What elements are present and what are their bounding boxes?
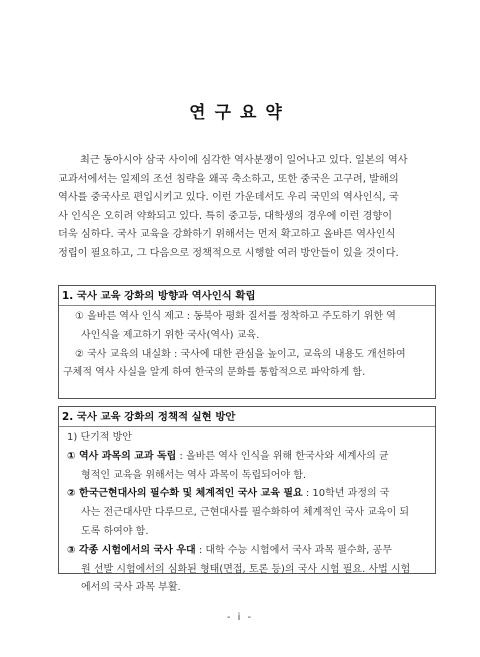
page-title: 연구요약 [189,103,291,123]
policy-item [59,448,435,467]
section-heading: 1. 국사 교육 강화의 방향과 역사인식 확립 [59,286,435,306]
policy-item [59,485,435,504]
section-line: ① 올바른 역사 인식 제고 : 동북아 평화 질서를 정착하고 주도하기 위한 역 [75,311,396,322]
abstract-line: 교과서에서는 일제의 조선 침략을 왜곡 축소하고, 또한 중국은 고구려, 발해의 [58,173,399,185]
section-body [59,429,435,598]
abstract-line: 역사를 중국사로 편입시키고 있다. 이런 가운데서도 우리 국민의 역사인식, 국 [58,192,399,204]
policy-item-text: : 대학 수능 시험에서 국사 과목 필수화, 공무 [195,544,392,556]
policy-item-title: ③ 각종 시험에서의 국사 우대 [67,544,196,556]
section-line: 원 선발 시험에서의 심화된 형태(면접, 토론 등)의 국사 시험 필요. 사법 시험 [81,563,411,575]
section-body [59,308,435,383]
section-box-policy [58,406,436,594]
policy-item-text: : 올바른 역사 인식을 위해 한국사와 세계사의 균 [176,450,389,462]
abstract-line: 정립이 필요하고, 그 다음으로 정책적으로 시행할 여러 방안들이 있을 것이다. [58,247,399,259]
section-line: 사는 전근대사만 다루므로, 근현대사를 필수화하여 체계적인 국사 교육이 되 [81,507,410,519]
section-line: 도록 하여야 함. [81,525,149,537]
policy-item-text: : 10학년 과정의 국 [302,488,390,500]
section-line: 사인식을 제고하기 위한 국사(역사) 교육. [81,329,260,341]
section-heading: 2. 국사 교육 강화의 정책적 실현 방안 [59,407,435,427]
page-number: - i - [226,612,254,623]
abstract-line: 더욱 심하다. 국사 교육을 강화하기 위해서는 먼저 확고하고 올바른 역사인식 [58,229,396,241]
section-line: ② 국사 교육의 내실화 : 국사에 대한 관심을 높이고, 교육의 내용도 개선하여 [75,348,406,360]
policy-item [59,542,435,561]
section-line: 형적인 교육을 위해서는 역사 과목이 독립되어야 함. [81,469,307,481]
section-line: 구체적 역사 사실을 알게 하여 한국의 문화를 통합적으로 파악하게 함. [63,367,366,379]
policy-item-title: ① 역사 과목의 교과 독립 [67,450,177,462]
section-line: 에서의 국사 과목 부활. [81,582,181,594]
policy-item-title: ② 한국근현대사의 필수화 및 체계적인 국사 교육 필요 [67,488,303,500]
abstract-paragraph [58,152,436,264]
abstract-line: 사 인식은 오히려 약화되고 있다. 특히 중고등, 대학생의 경우에 이런 경향이 [58,210,393,222]
section-box-direction [58,285,436,399]
subsection-heading: 1) 단기적 방안 [67,432,132,443]
abstract-line: 최근 동아시아 삼국 사이에 심각한 역사분쟁이 일어나고 있다. 일본의 역사 [80,155,408,166]
